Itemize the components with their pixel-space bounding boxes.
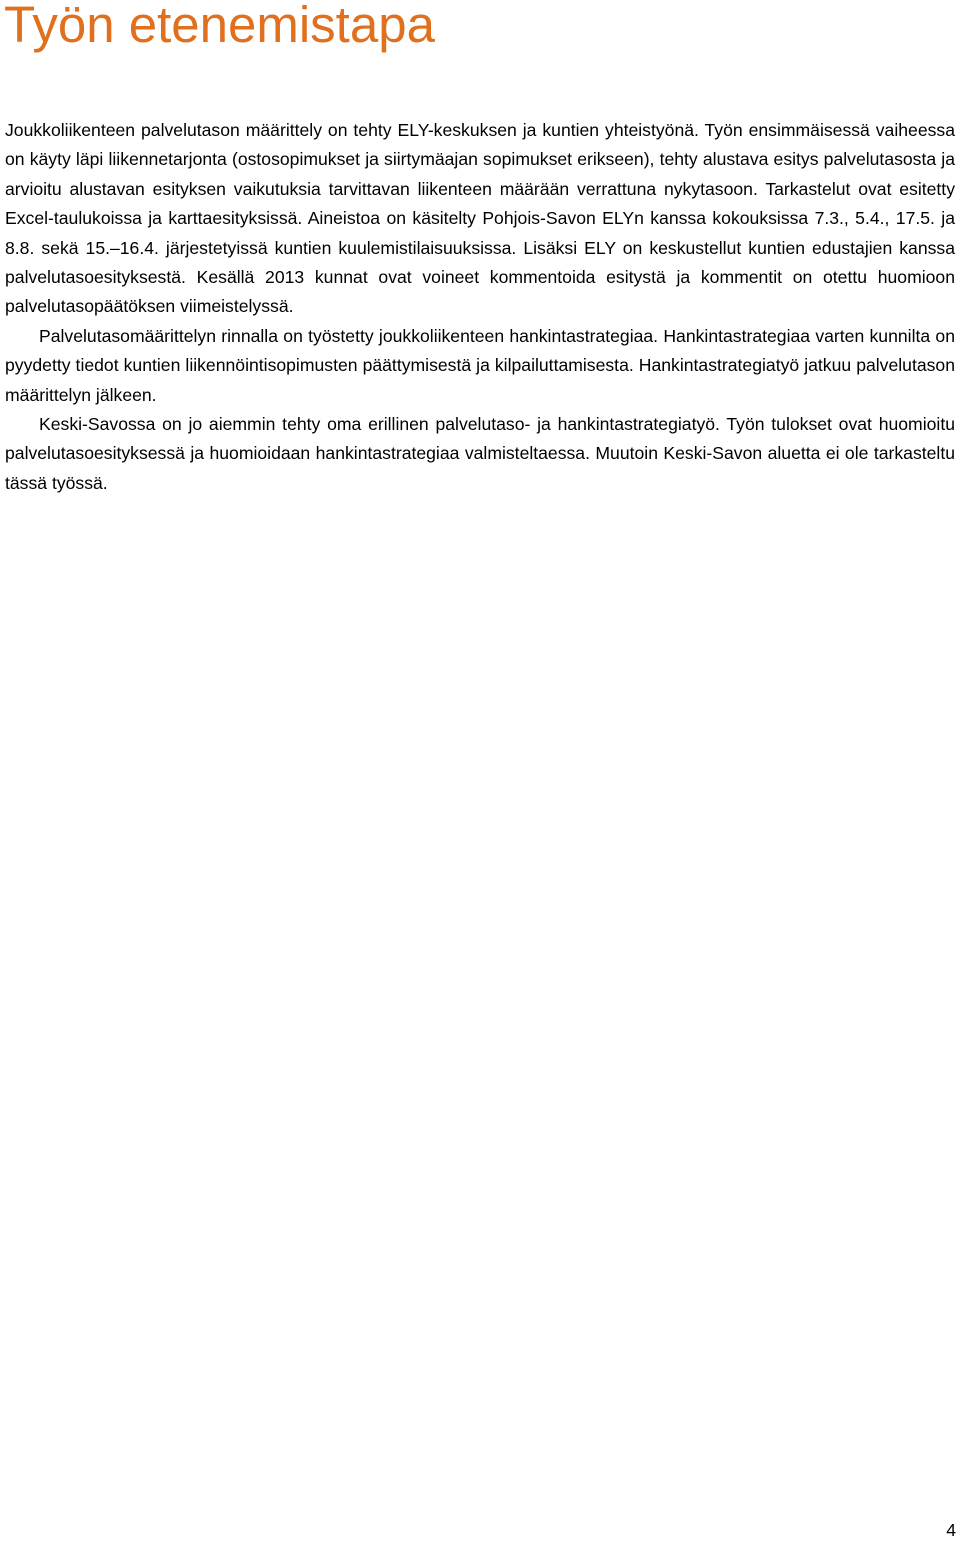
page-title: Työn etenemistapa (4, 0, 435, 53)
paragraph-keski-savo: Keski-Savossa on jo aiemmin tehty oma erillinen palvelutaso- ja hankintastrategiatyö. Työn tulokset ovat huomioitu palvelutasoesityksessä ja huomioidaan hankintastrategiaa valmisteltaessa. Muutoin Keski-Savon aluetta ei ole tarkasteltu tässä työssä. (5, 414, 955, 493)
page-number: 4 (946, 1520, 956, 1540)
paragraph-process-description: Joukkoliikenteen palvelutason määrittely on tehty ELY-keskuksen ja kuntien yhteistyönä. Työn ensimmäisessä vaiheessa on käyty läpi liikennetarjonta (ostosopimukset ja siirtymäajan sopimukset erikseen), tehty alustava esitys palvelutasosta ja arvioitu alustavan esityksen vaikutuksia tarvittavan liikenteen määrään verrattuna nykytasoon. Tarkastelut ovat esitetty Excel-taulukoissa ja karttaesityksissä. Aineistoa on käsitelty Pohjois-Savon ELYn kanssa kokouksissa 7.3., 5.4., 17.5. ja 8.8. sekä 15.–16.4. järjestetyissä kuntien kuulemistilaisuuksissa. Lisäksi ELY on keskustellut kuntien edustajien kanssa palvelutasoesityksestä. Kesällä 2013 kunnat ovat voineet kommentoida esitystä ja kommentit on otettu huomioon palvelutasopäätöksen viimeistelyssä. (5, 120, 955, 317)
paragraph-procurement-strategy: Palvelutasomäärittelyn rinnalla on työstetty joukkoliikenteen hankintastrategiaa. Hankintastrategiaa varten kunnilta on pyydetty tiedot kuntien liikennöintisopimusten päättymisestä ja kilpailuttamisesta. Hankintastrategiatyö jatkuu palvelutason määrittelyn jälkeen. (5, 325, 955, 405)
body-text (5, 116, 955, 498)
